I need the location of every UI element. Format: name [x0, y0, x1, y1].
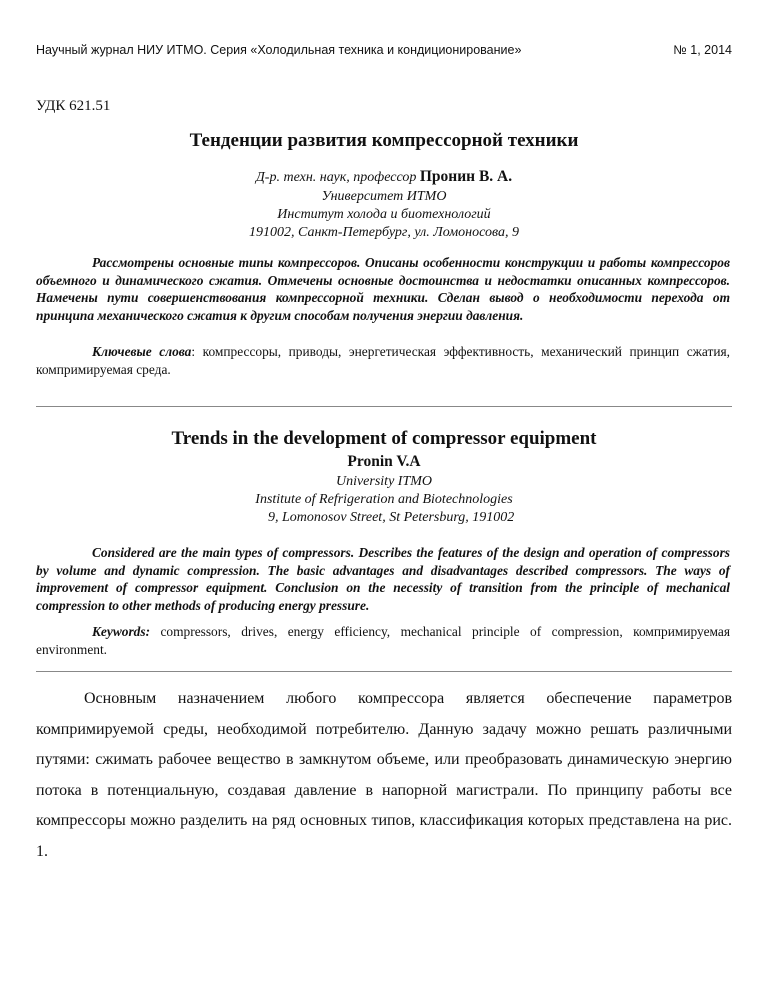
body-paragraph: Основным назначением любого компрессора является обеспечение параметров компримируемой среды, необходимой потребителю. Данную задачу можно решать различными путями: сжимать рабочее вещество в замкнутом объеме, или преобразовать динамическую энергию потока в потенциальную, создавая давление в напорной магистрали. По принципу работы все компрессоры можно разделить на ряд основных типов, классификация которых представлена на рис. 1.	[36, 690, 732, 860]
abstract-en: Considered are the main types of compressors. Describes the features of the design and operation of compressors by volume and dynamic compression. The basic advantages and disadvantages described compressors. The ways of improvement of compressor equipment. Conclusion on the necessity of transition from the principle of mechanical compression to other methods of producing energy pressure.	[36, 545, 730, 613]
affiliation-institute-en: Institute of Refrigeration and Biotechnologies	[255, 492, 513, 507]
author-line-ru	[36, 168, 732, 186]
udk-code: УДК 621.51	[36, 98, 111, 114]
keywords-ru	[36, 343, 730, 378]
affiliation-university-ru: Университет ИТМО	[321, 189, 447, 204]
running-header-issue: № 1, 2014	[673, 43, 732, 57]
article-title-en: Trends in the development of compressor equipment	[171, 428, 597, 449]
abstract-ru: Рассмотрены основные типы компрессоров. Описаны особенности конструкции и работы компрессоров объемного и динамического сжатия. Отмечены основные достоинства и недостатки описанных компрессоров. Намечены пути совершенствования компрессорной техники. Сделан вывод о необходимости перехода от принципа механического сжатия к другим способам получения энергии давления.	[36, 255, 730, 323]
author-name-en: Pronin V.A	[347, 453, 421, 470]
section-divider	[36, 406, 732, 407]
address-ru: 191002, Санкт-Петербург, ул. Ломоносова, 9	[249, 225, 519, 240]
section-divider	[36, 671, 732, 672]
affiliation-institute-ru: Институт холода и биотехнологий	[277, 207, 491, 222]
keywords-text-ru: : компрессоры, приводы, энергетическая эффективность, механический принцип сжатия, компримируемая среда.	[36, 344, 731, 377]
running-header-journal: Научный журнал НИУ ИТМО. Серия «Холодильная техника и кондиционирование»	[36, 43, 522, 57]
affiliation-university-en: University ITMO	[335, 474, 433, 489]
address-en: 9, Lomonosov Street, St Petersburg, 191002	[268, 510, 515, 525]
keywords-en	[36, 623, 730, 658]
keywords-label-en: Keywords:	[92, 624, 151, 639]
author-name-ru: Пронин В. А.	[419, 168, 513, 185]
article-title-ru: Тенденции развития компрессорной техники	[189, 130, 579, 151]
keywords-label-ru: Ключевые слова	[92, 344, 192, 359]
author-degree-ru: Д-р. техн. наук, профессор	[255, 170, 417, 185]
keywords-text-en: compressors, drives, energy efficiency, mechanical principle of compression, компримируемая environment.	[36, 624, 730, 657]
